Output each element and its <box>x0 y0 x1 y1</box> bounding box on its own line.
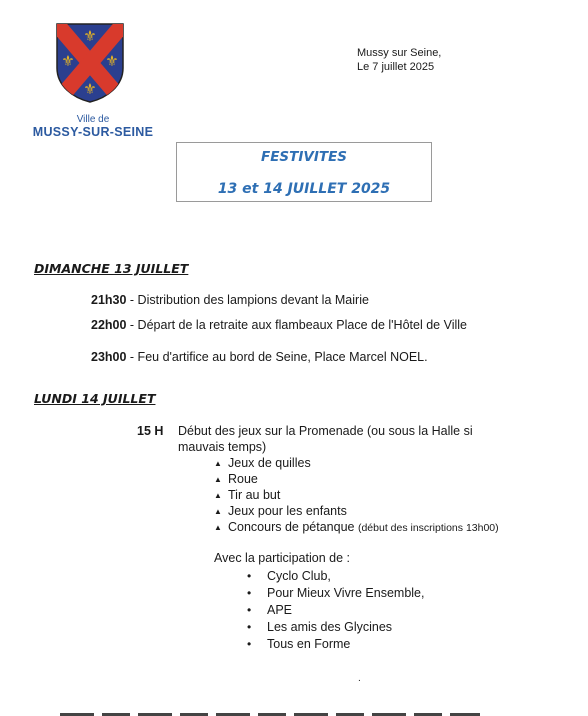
event-text: - Distribution des lampions devant la Mairie <box>126 293 369 307</box>
participation-intro: Avec la participation de : <box>214 551 350 565</box>
sunday-event-2 <box>91 318 467 332</box>
bullet-dot-icon: • <box>247 637 252 651</box>
date-line: Le 7 juillet 2025 <box>357 61 435 73</box>
ville-de-label: Ville de <box>76 114 110 125</box>
monday-desc-line2: mauvais temps) <box>178 440 267 454</box>
title-festivites: FESTIVITES <box>260 149 348 165</box>
petanque-note: (début des inscriptions 13h00) <box>357 522 499 534</box>
sunday-event-1 <box>91 293 369 307</box>
event-text: - Départ de la retraite aux flambeaux Place de l'Hôtel de Ville <box>126 318 467 332</box>
event-time: 22h00 <box>91 318 127 332</box>
triangle-bullet-icon: ▲ <box>214 523 222 532</box>
svg-text:⚜: ⚜ <box>105 52 119 70</box>
svg-text:⚜: ⚜ <box>83 80 97 98</box>
participant-item: • Pour Mieux Vivre Ensemble, <box>247 586 425 600</box>
monday-desc-line1: Début des jeux sur la Promenade (ou sous la Halle si <box>178 424 473 438</box>
game-item: ▲ Jeux pour les enfants <box>214 504 347 518</box>
bullet-dot-icon: • <box>247 569 252 583</box>
monday-heading: LUNDI 14 JUILLET <box>34 391 156 406</box>
bullet-dot-icon: • <box>247 620 252 634</box>
participant-item: • Cyclo Club, <box>247 569 331 583</box>
triangle-bullet-icon: ▲ <box>214 459 222 468</box>
town-crest-logo <box>55 22 125 104</box>
participant-item: • APE <box>247 603 293 617</box>
game-item: ▲ Concours de pétanque (début des inscriptions 13h00) <box>214 520 499 534</box>
event-time: 23h00 <box>91 350 127 364</box>
svg-text:⚜: ⚜ <box>61 52 75 70</box>
triangle-bullet-icon: ▲ <box>214 475 222 484</box>
triangle-bullet-icon: ▲ <box>214 491 222 500</box>
sunday-heading: DIMANCHE 13 JUILLET <box>34 261 189 276</box>
participant-item: • Les amis des Glycines <box>247 620 393 634</box>
sunday-event-3 <box>91 350 428 364</box>
participant-item: • Tous en Forme <box>247 637 351 651</box>
title-dates: 13 et 14 JUILLET 2025 <box>217 181 391 197</box>
title-box <box>176 142 432 202</box>
svg-text:⚜: ⚜ <box>83 27 97 45</box>
triangle-bullet-icon: ▲ <box>214 507 222 516</box>
bullet-dot-icon: • <box>247 603 252 617</box>
event-text: - Feu d'artifice au bord de Seine, Place Marcel NOEL. <box>126 350 428 364</box>
event-time: 21h30 <box>91 293 127 307</box>
game-item: ▲ Jeux de quilles <box>214 456 311 470</box>
game-item: ▲ Tir au but <box>214 488 281 502</box>
cut-off-text-line <box>60 708 480 716</box>
place-line: Mussy sur Seine, <box>357 47 442 59</box>
stray-mark: . <box>358 673 361 684</box>
place-date-block <box>357 46 441 74</box>
game-item: ▲ Roue <box>214 472 258 486</box>
monday-time: 15 H <box>137 424 164 438</box>
bullet-dot-icon: • <box>247 586 252 600</box>
town-name: MUSSY-SUR-SEINE <box>32 125 154 139</box>
